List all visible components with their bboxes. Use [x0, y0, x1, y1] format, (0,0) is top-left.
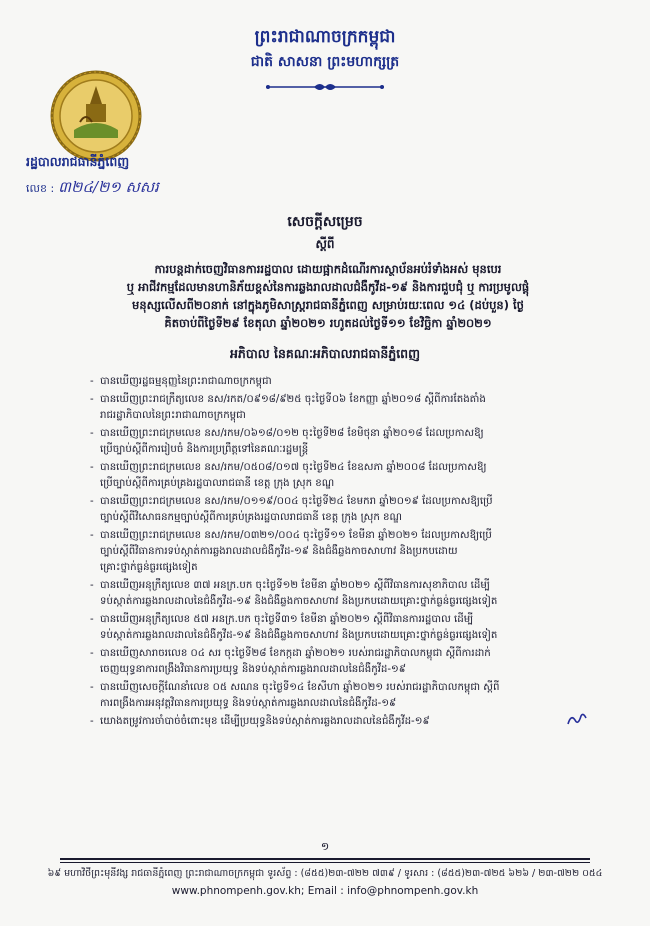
subject-line: ការបន្តដាក់ចេញវិធានការរដ្ឋបាល ដោយផ្អាកដំណើរការស្ថាប័នអប់រំទាំងអស់ មុនបេរ: [154, 262, 502, 276]
citation-continuation: ការពង្រឹងការអនុវត្តវិធានការប្រយុទ្ធ និងទប់ស្កាត់ការឆ្លងរាលដាលនៃជំងឺកូវីដ-១៩: [100, 698, 397, 709]
reference-number: ៣២៤/២១ សសរ: [58, 178, 159, 196]
subject-line: ឬ អាជីវកម្មដែលមានហានិភ័យខ្ពស់នៃការឆ្លងរាលដាលជំងឺកូវីដ-១៩ និងការជួបជុំ ឬ ការប្រមូលផ្តុំ: [126, 280, 530, 294]
citation-continuation: ច្បាប់ស្តីពីវិសោធនកម្មច្បាប់ស្តីពីការគ្រប់គ្រងរដ្ឋបាលរាជធានី ខេត្ត ក្រុង ស្រុក ខណ្ឌ: [100, 512, 402, 523]
document-title: សេចក្តីសម្រេច: [287, 214, 363, 230]
citation-continuation: ប្រើច្បាប់ស្តីពីការរៀបចំ និងការប្រព្រឹត្តទៅនៃគណៈរដ្ឋមន្ត្រី: [100, 444, 309, 455]
citation-item: - បានឃើញរដ្ឋធម្មនុញ្ញនៃព្រះរាជាណាចក្រកម្ពុជា: [90, 376, 272, 387]
citation-continuation: គ្រោះថ្នាក់ធ្ងន់ធ្ងរផ្សេងទៀត: [100, 562, 198, 573]
initials-mark-icon: [566, 712, 588, 728]
council-heading: អភិបាល នៃគណៈអភិបាលរាជធានីភ្នំពេញ: [229, 346, 421, 361]
citation-item: - យោងតម្រូវការចាំបាច់ចំពោះមុខ ដើម្បីប្រយុទ្ធនិងទប់ស្កាត់ការឆ្លងរាលដាលនៃជំងឺកូវីដ-១៩: [90, 716, 430, 727]
subject-line: មនុស្សលើសពី២០នាក់ នៅក្នុងភូមិសាស្ត្ររាជធានីភ្នំពេញ សម្រាប់រយៈពេល ១៤ (ដប់បួន) ថ្ងៃ: [132, 298, 524, 312]
footer-web-email[interactable]: www.phnompenh.gov.kh; Email : info@phnompenh.gov.kh: [171, 885, 479, 897]
citation-continuation: ចេញយុទ្ធនាការពង្រឹងវិធានការប្រយុទ្ធ និងទប់ស្កាត់ការឆ្លងរាលដាលនៃជំងឺកូវីដ-១៩: [100, 664, 406, 675]
footer-divider-thin: [60, 862, 590, 863]
reference-line: [26, 178, 196, 200]
citation-item: - បានឃើញព្រះរាជក្រមលេខ នស/រកម/០១១៩/០០៤ ចុះថ្ងៃទី២៤ ខែមករា ឆ្នាំ២០១៩ ដែលប្រកាសឱ្យប្រើ: [90, 496, 493, 507]
citation-item: - បានឃើញអនុក្រឹត្យលេខ ៥៧ អនក្រ.បក ចុះថ្ងៃទី៣១ ខែមីនា ឆ្នាំ២០២១ ស្តីពីវិធានការរដ្ឋបាល ដើម្បី: [90, 614, 474, 625]
citation-continuation: រាជរដ្ឋាភិបាលនៃព្រះរាជាណាចក្រកម្ពុជា: [100, 410, 246, 421]
citation-item: - បានឃើញព្រះរាជក្រមលេខ នស/រកម/០៣២១/០០៤ ចុះថ្ងៃទី១១ ខែមីនា ឆ្នាំ២០២១ ដែលប្រកាសឱ្យប្រើ: [90, 530, 492, 541]
citation-continuation: ច្បាប់ស្តីពីវិធានការទប់ស្កាត់ការឆ្លងរាលដាលជំងឺកូវីដ-១៩ និងជំងឺឆ្លងកាចសាហាវ និងប្រកបដោយ: [100, 546, 458, 557]
subject-line: គិតចាប់ពីថ្ងៃទី២៩ ខែតុលា ឆ្នាំ២០២១ រហូតដល់ថ្ងៃទី១១ ខែវិច្ឆិកា ឆ្នាំ២០២១: [164, 316, 492, 330]
document-about-label: ស្តីពី: [315, 237, 335, 251]
footer-address: ៦៩ មហាវិថីព្រះមុនីវង្ស រាជធានីភ្នំពេញ ព្រះរាជាណាចក្រកម្ពុជា ទូរស័ព្ទ : (៨៥៥)២៣-៧២២ ៧៣៩ / ទូរសារ : (៨៥៥)២៣-៧២៥ ៦២៦ / ២៣-៧២២ ០៥៤: [47, 868, 603, 879]
citation-continuation: ទប់ស្កាត់ការឆ្លងរាលដាលនៃជំងឺកូវីដ-១៩ និងជំងឺឆ្លងកាចសាហាវ និងប្រកបដោយគ្រោះថ្នាក់ធ្ងន់ធ្ងរផ្សេងទៀត: [100, 596, 498, 607]
footer-divider: [60, 858, 590, 860]
citation-continuation: ទប់ស្កាត់ការឆ្លងរាលដាលនៃជំងឺកូវីដ-១៩ និងជំងឺឆ្លងកាចសាហាវ និងប្រកបដោយគ្រោះថ្នាក់ធ្ងន់ធ្ងរផ្សេងទៀត: [100, 630, 498, 641]
citation-item: - បានឃើញសេចក្តីណែនាំលេខ ០៥ សណន ចុះថ្ងៃទី១៤ ខែសីហា ឆ្នាំ២០២១ របស់រាជរដ្ឋាភិបាលកម្ពុជា ស្តីពី: [90, 682, 500, 693]
issuing-authority-name: រដ្ឋបាលរាជធានីភ្នំពេញ: [26, 154, 130, 169]
national-motto: ជាតិ សាសនា ព្រះមហាក្សត្រ: [250, 54, 400, 70]
reference-label: លេខ :: [26, 182, 55, 195]
citation-item: - បានឃើញព្រះរាជក្រឹត្យលេខ នស/រកត/០៩១៨/៩២៥ ចុះថ្ងៃទី០៦ ខែកញ្ញា ឆ្នាំ២០១៨ ស្តីពីការតែងតាំង: [90, 394, 486, 405]
citation-continuation: ប្រើច្បាប់ស្តីពីការគ្រប់គ្រងរដ្ឋបាលរាជធានី ខេត្ត ក្រុង ស្រុក ខណ្ឌ: [100, 478, 335, 489]
page-number: ១: [320, 840, 330, 853]
citation-item: - បានឃើញអនុក្រឹត្យលេខ ៣៧ អនក្រ.បក ចុះថ្ងៃទី១២ ខែមីនា ឆ្នាំ២០២១ ស្តីពីវិធានការសុខាភិបាល ដើម្បី: [90, 580, 490, 591]
ornament-divider-icon: [262, 80, 388, 94]
kingdom-heading: ព្រះរាជាណាចក្រកម្ពុជា: [254, 27, 396, 47]
citation-item: - បានឃើញព្រះរាជក្រមលេខ នស/រកម/០៦១៨/០១២ ចុះថ្ងៃទី២៨ ខែមិថុនា ឆ្នាំ២០១៨ ដែលប្រកាសឱ្យ: [90, 428, 484, 439]
citation-item: - បានឃើញព្រះរាជក្រមលេខ នស/រកម/០៥០៨/០១៧ ចុះថ្ងៃទី២៤ ខែឧសភា ឆ្នាំ២០០៨ ដែលប្រកាសឱ្យ: [90, 462, 487, 473]
citation-item: - បានឃើញសារាចរលេខ ០៤ សរ ចុះថ្ងៃទី២៨ ខែកក្កដា ឆ្នាំ២០២១ របស់រាជរដ្ឋាភិបាលកម្ពុជា ស្តីពីការដាក់: [90, 648, 491, 659]
